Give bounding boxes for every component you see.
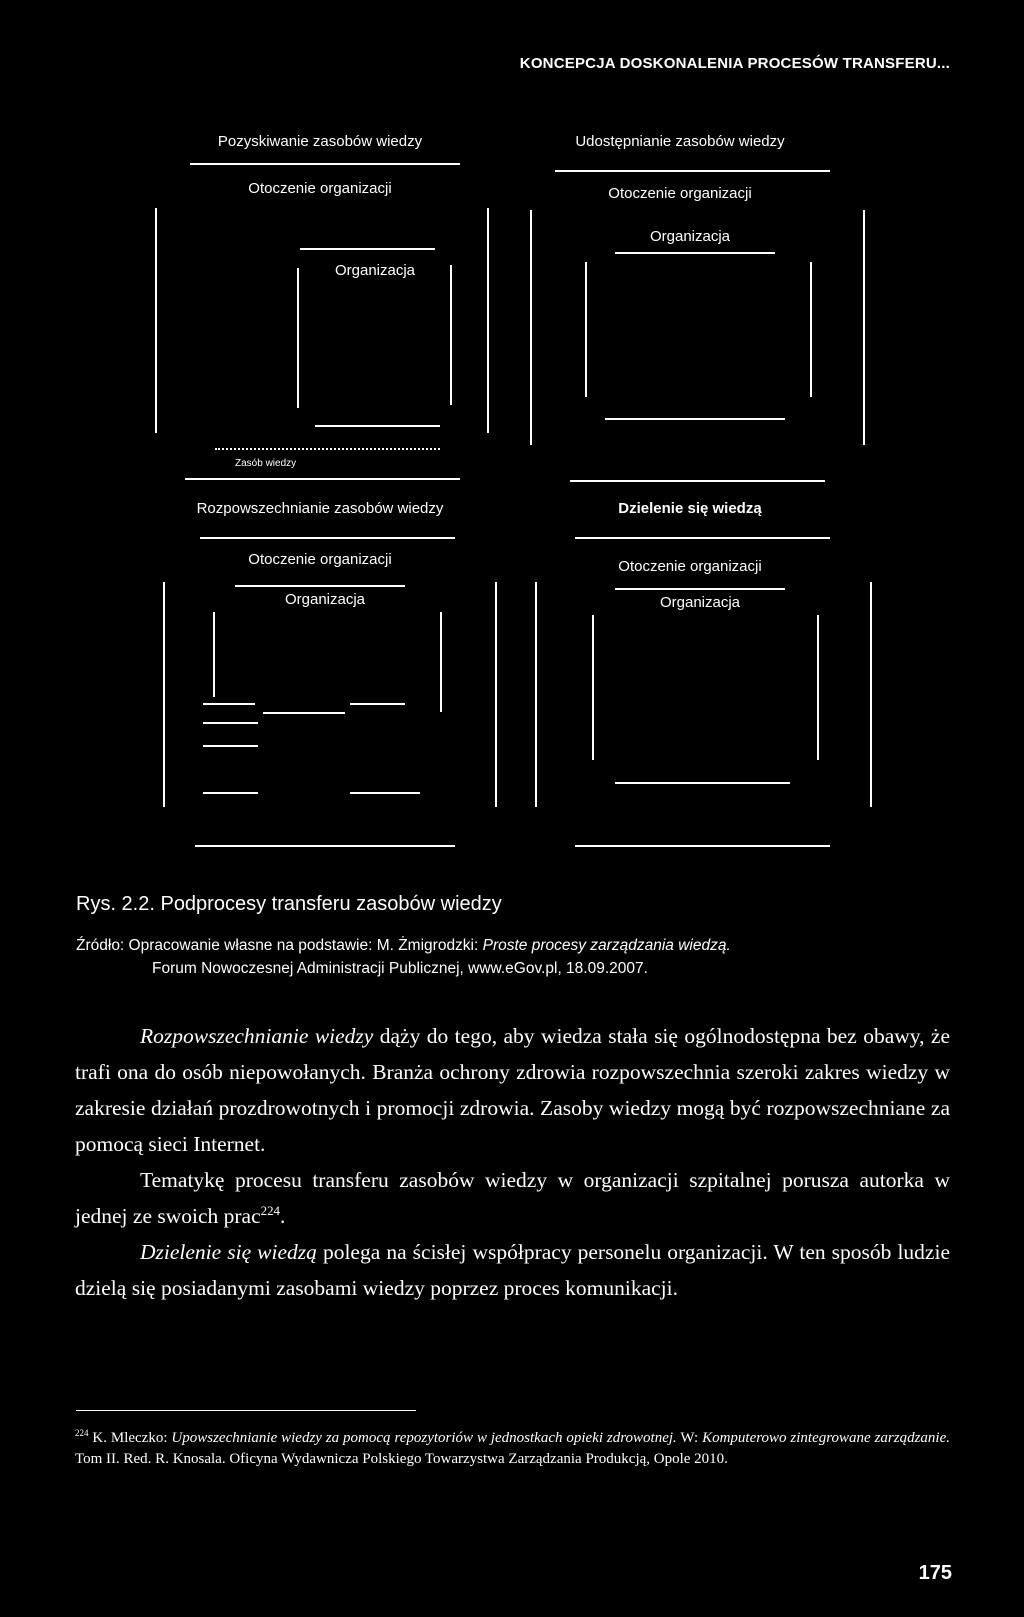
footnote-title: Upowszechnianie wiedzy za pomocą repozytoriów w jednostkach opieki zdrowotnej. <box>171 1430 677 1446</box>
q2-title-rule <box>555 170 830 172</box>
q4-org: Organizacja <box>659 594 741 611</box>
footnote-separator <box>76 1410 416 1411</box>
q2-bottom-rule <box>570 480 825 482</box>
source-title: Proste procesy zarządzania wiedzą. <box>482 937 731 954</box>
q3-org-top <box>235 585 405 587</box>
q1-org-left <box>297 268 299 408</box>
p3-italic: Dzielenie się wiedzą <box>140 1240 317 1264</box>
footnote <box>75 1428 950 1470</box>
source-rest: Forum Nowoczesnej Administracji Publicznej, www.eGov.pl, 18.09.2007. <box>152 960 648 977</box>
q2-env: Otoczenie organizacji <box>608 185 752 202</box>
q2-org: Organizacja <box>649 228 731 245</box>
q3-dash-7 <box>350 792 420 794</box>
footnote-author: K. Mleczko: <box>88 1430 172 1446</box>
q3-dash-3 <box>350 703 405 705</box>
q3-org-right <box>440 612 442 712</box>
q3-title-rule <box>200 537 455 539</box>
q3-dash-5 <box>203 745 258 747</box>
q1-dotted-rule <box>215 448 440 450</box>
source-prefix: Źródło: Opracowanie własne na podstawie: M. Żmigrodzki: <box>76 937 483 954</box>
q2-org-left <box>585 262 587 397</box>
q1-env-left <box>155 208 157 433</box>
q2-title: Udostępnianie zasobów wiedzy <box>575 133 785 150</box>
paragraph-2 <box>75 1162 950 1234</box>
q3-dash-6 <box>203 792 258 794</box>
q3-dash-1 <box>203 703 255 705</box>
q4-bottom-rule <box>575 845 830 847</box>
p1-text: dąży do tego, aby wiedza stała się ogólnodostępna bez obawy, że trafi ona do osób niepowołanych. Branża ochrony zdrowia rozpowszechnia szeroki zakres wiedzy w zakresie działań prozdrowotnych i promocji zdrowia. Zasoby wiedzy mogą być rozpowszechniane za pomocą sieci Internet. <box>75 1024 950 1156</box>
q4-org-top <box>615 588 785 590</box>
figure-caption: Rys. 2.2. Podprocesy transferu zasobów wiedzy <box>76 893 502 915</box>
q3-env-left <box>163 582 165 807</box>
q1-bottom-rule <box>185 478 460 480</box>
q1-org-top <box>300 248 435 250</box>
q1-title-rule <box>190 163 460 165</box>
q4-env: Otoczenie organizacji <box>618 558 762 575</box>
q1-env: Otoczenie organizacji <box>248 180 392 197</box>
footnote-number: 224 <box>75 1428 89 1438</box>
q1-note: Zasób wiedzy <box>235 458 297 469</box>
q1-title: Pozyskiwanie zasobów wiedzy <box>217 133 423 150</box>
q4-env-left <box>535 582 537 807</box>
q3-org-left <box>213 612 215 697</box>
q3-org: Organizacja <box>284 591 366 608</box>
q2-org-top <box>615 252 775 254</box>
q4-org-right <box>817 615 819 760</box>
q3-env: Otoczenie organizacji <box>248 551 392 568</box>
q2-org-right <box>810 262 812 397</box>
q3-dash-4 <box>203 722 258 724</box>
q3-title: Rozpowszechnianie zasobów wiedzy <box>196 500 444 517</box>
q3-dash-2 <box>263 712 345 714</box>
q4-org-bottom <box>615 782 790 784</box>
q1-org-bottom <box>315 425 440 427</box>
figure-source <box>76 934 956 980</box>
running-header: KONCEPCJA DOSKONALENIA PROCESÓW TRANSFERU... <box>519 55 950 72</box>
body-text <box>75 1018 950 1306</box>
q2-env-left <box>530 210 532 445</box>
footnote-rest: Tom II. Red. R. Knosala. Oficyna Wydawnicza Polskiego Towarzystwa Zarządzania Produkcją, Opole 2010. <box>75 1451 728 1467</box>
p2-end: . <box>280 1204 286 1228</box>
footnote-ref: 224 <box>260 1203 280 1218</box>
paragraph-1 <box>75 1018 950 1162</box>
q3-bottom-rule <box>195 845 455 847</box>
q1-org-right <box>450 265 452 405</box>
paragraph-3 <box>75 1234 950 1306</box>
q4-title: Dzielenie się wiedzą <box>618 500 762 517</box>
page-number: 175 <box>918 1562 952 1584</box>
q2-org-bottom <box>605 418 785 420</box>
p3-text: polega na ścisłej współpracy personelu organizacji. W ten sposób ludzie dzielą się posiadanymi zasobami wiedzy poprzez proces komunikacji. <box>75 1240 950 1300</box>
q1-org: Organizacja <box>334 262 416 279</box>
q1-env-right <box>487 208 489 433</box>
footnote-mid: W: <box>676 1430 703 1446</box>
q3-env-right <box>495 582 497 807</box>
q4-env-right <box>870 582 872 807</box>
p2-text: Tematykę procesu transferu zasobów wiedzy w organizacji szpitalnej porusza autorka w jednej ze swoich prac <box>75 1168 950 1228</box>
q4-title-rule <box>575 537 830 539</box>
p1-italic: Rozpowszechnianie wiedzy <box>140 1024 374 1048</box>
footnote-book: Komputerowo zintegrowane zarządzanie. <box>702 1430 950 1446</box>
q2-env-right <box>863 210 865 445</box>
q4-org-left <box>592 615 594 760</box>
